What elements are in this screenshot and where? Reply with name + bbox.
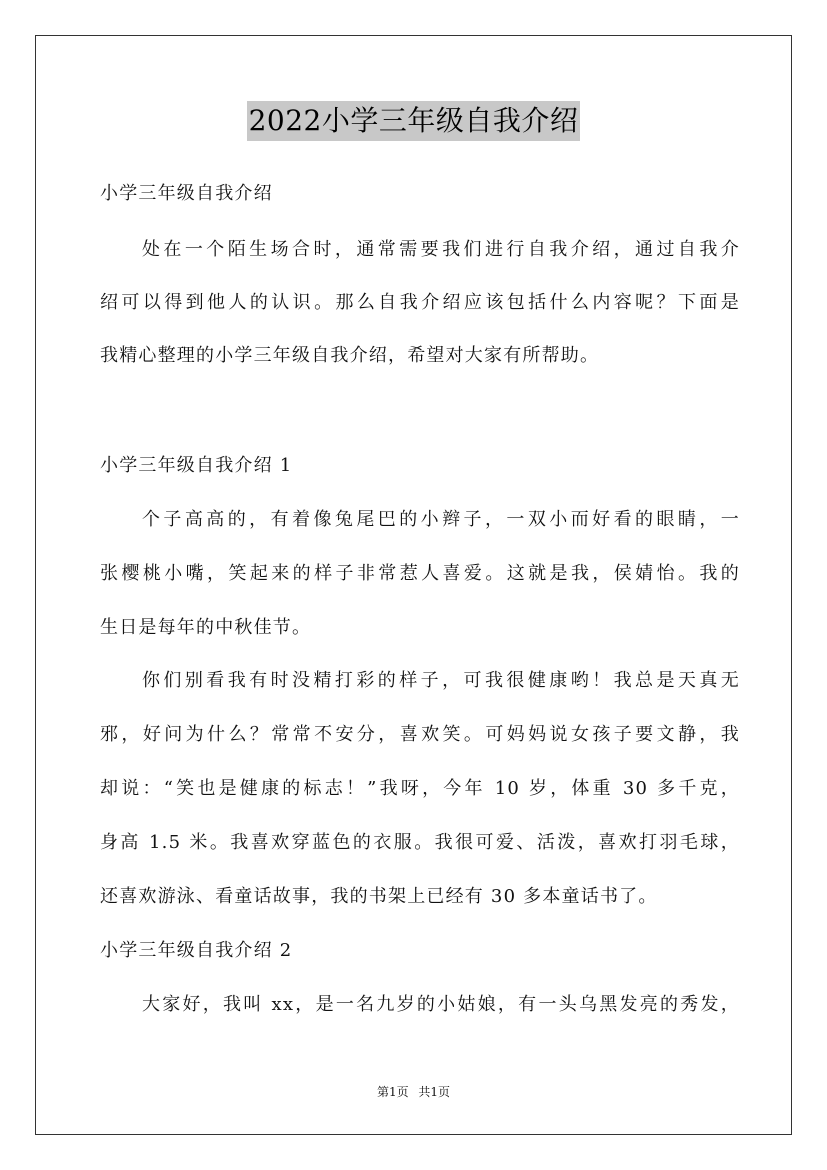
page-number: 第1页 (376, 1085, 409, 1099)
paragraph-line: 大家好，我叫 xx，是一名九岁的小姑娘，有一头乌黑发亮的秀发， (142, 994, 740, 1015)
paragraph-line: 还喜欢游泳、看童话故事，我的书架上已经有 30 多本童话书了。 (100, 886, 658, 907)
page-total: 共1页 (418, 1085, 451, 1099)
paragraph-line: 你们别看我有时没精打彩的样子，可我很健康哟！我总是天真无 (142, 670, 740, 691)
paragraph-line: 绍可以得到他人的认识。那么自我介绍应该包括什么内容呢？下面是 (100, 292, 740, 313)
section-heading-intro: 小学三年级自我介绍 (100, 183, 273, 204)
paragraph-line: 却说：“笑也是健康的标志！”我呀，今年 10 岁，体重 30 多千克， (100, 778, 740, 799)
paragraph-line: 处在一个陌生场合时，通常需要我们进行自我介绍，通过自我介 (142, 239, 740, 260)
document-title: 2022小学三年级自我介绍 (247, 101, 581, 141)
section-heading-1: 小学三年级自我介绍 1 (100, 455, 293, 476)
paragraph-line: 个子高高的，有着像兔尾巴的小辫子，一双小而好看的眼睛，一 (142, 509, 740, 530)
section-heading-2: 小学三年级自我介绍 2 (100, 940, 293, 961)
paragraph-line: 邪，好问为什么？常常不安分，喜欢笑。可妈妈说女孩子要文静，我 (100, 724, 740, 745)
paragraph-line: 身高 1.5 米。我喜欢穿蓝色的衣服。我很可爱、活泼，喜欢打羽毛球， (100, 832, 740, 853)
paragraph-line: 张樱桃小嘴，笑起来的样子非常惹人喜爱。这就是我，侯婧怡。我的 (100, 563, 740, 584)
page-footer (0, 1083, 827, 1101)
paragraph-line: 我精心整理的小学三年级自我介绍，希望对大家有所帮助。 (100, 345, 600, 366)
paragraph-line: 生日是每年的中秋佳节。 (100, 617, 312, 638)
title-container (0, 101, 827, 141)
